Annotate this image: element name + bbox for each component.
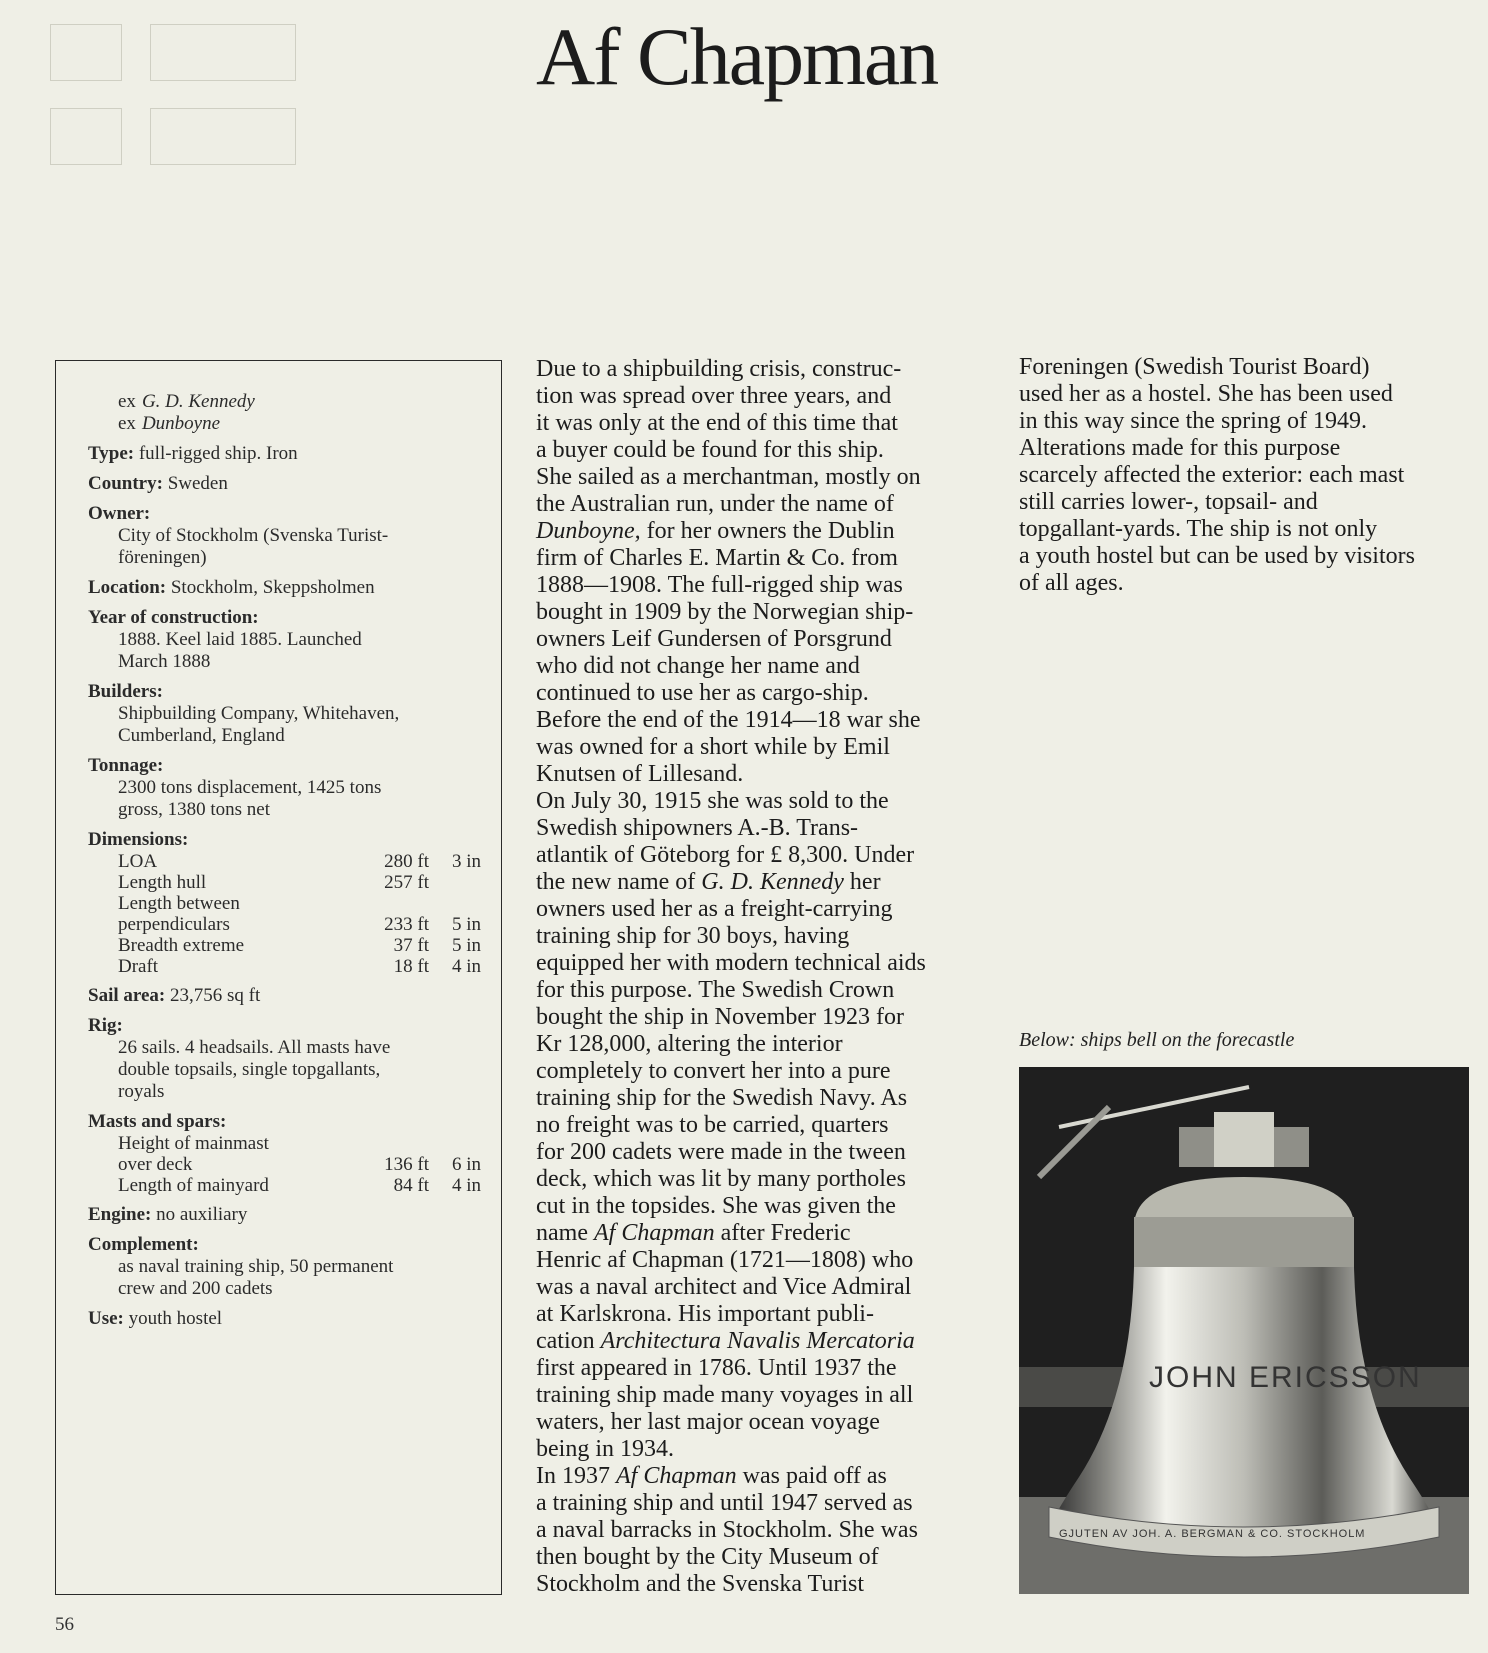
text-line: it was only at the end of this time that — [536, 410, 898, 436]
fact-owner: Owner: City of Stockholm (Svenska Turist- föreningen) — [88, 503, 389, 568]
text-line: completely to convert her into a pure — [536, 1058, 891, 1084]
text-line: training ship for the Swedish Navy. As — [536, 1085, 908, 1111]
corner-box — [50, 108, 122, 165]
text-line: Due to a shipbuilding crisis, construc- — [536, 356, 902, 382]
text-line: a training ship and until 1947 served as — [536, 1490, 913, 1516]
dimension-row: LOA 280 ft 3 in — [118, 851, 481, 872]
dimension-row: Breadth extreme 37 ft 5 in — [118, 935, 481, 956]
text-line: at Karlskrona. His important publi- — [536, 1301, 874, 1327]
text-line: Foreningen (Swedish Tourist Board) — [1019, 354, 1370, 380]
photo-caption: Below: ships bell on the forecastle — [1019, 1029, 1295, 1051]
text-line: Knutsen of Lillesand. — [536, 761, 744, 787]
text-line: atlantik of Göteborg for £ 8,300. Under — [536, 842, 915, 868]
fact-builders: Builders: Shipbuilding Company, Whitehaven, Cumberland, England — [88, 681, 400, 746]
text-line: scarcely affected the exterior: each mast — [1019, 462, 1405, 488]
fact-type: Type: full-rigged ship. Iron — [88, 443, 298, 464]
mast-row: Length of mainyard 84 ft 4 in — [118, 1175, 481, 1196]
fact-engine: Engine: no auxiliary — [88, 1204, 248, 1225]
text-line: no freight was to be carried, quarters — [536, 1112, 889, 1138]
text-line: name Af Chapman after Frederic — [536, 1220, 851, 1246]
article-column-1 — [536, 356, 986, 1598]
mast-row: over deck 136 ft 6 in — [118, 1154, 481, 1175]
corner-box — [50, 24, 122, 81]
text-line: training ship for 30 boys, having — [536, 923, 850, 949]
fact-sail-area: Sail area: 23,756 sq ft — [88, 985, 261, 1006]
text-line: Kr 128,000, altering the interior — [536, 1031, 843, 1057]
text-line: who did not change her name and — [536, 653, 860, 679]
text-line: waters, her last major ocean voyage — [536, 1409, 880, 1435]
ship-facts-box — [55, 360, 502, 1595]
text-line: owners used her as a freight-carrying — [536, 896, 893, 922]
fact-complement: Complement: as naval training ship, 50 permanent crew and 200 cadets — [88, 1234, 394, 1299]
former-name: ex G. D. Kennedy — [118, 391, 255, 412]
text-line: first appeared in 1786. Until 1937 the — [536, 1355, 897, 1381]
text-line: equipped her with modern technical aids — [536, 950, 926, 976]
text-line: used her as a hostel. She has been used — [1019, 381, 1393, 407]
text-line: cut in the topsides. She was given the — [536, 1193, 896, 1219]
fact-country: Country: Sweden — [88, 473, 228, 494]
former-name: ex Dunboyne — [118, 413, 221, 434]
mast-row: Height of mainmast — [118, 1133, 269, 1154]
corner-box — [150, 108, 296, 165]
text-line: in this way since the spring of 1949. — [1019, 408, 1367, 434]
text-line: a naval barracks in Stockholm. She was — [536, 1517, 918, 1543]
text-line: Stockholm and the Svenska Turist — [536, 1571, 865, 1597]
dimension-row: Length between — [118, 893, 240, 914]
bell-rim-inscription: GJUTEN AV JOH. A. BERGMAN & CO. STOCKHOLM — [1059, 1528, 1366, 1540]
text-line: tion was spread over three years, and — [536, 383, 892, 409]
dimension-row: Draft 18 ft 4 in — [118, 956, 481, 977]
corner-box — [150, 24, 296, 81]
text-line: training ship made many voyages in all — [536, 1382, 914, 1408]
page-title: Af Chapman — [536, 11, 938, 102]
fact-tonnage: Tonnage: 2300 tons displacement, 1425 tons gross, 1380 tons net — [88, 755, 382, 820]
text-line: still carries lower-, topsail- and — [1019, 489, 1318, 515]
text-line: firm of Charles E. Martin & Co. from — [536, 545, 898, 571]
fact-rig: Rig: 26 sails. 4 headsails. All masts have double topsails, single topgallants, royals — [88, 1015, 391, 1102]
text-line: Henric af Chapman (1721—1808) who — [536, 1247, 914, 1273]
text-line: On July 30, 1915 she was sold to the — [536, 788, 889, 814]
fact-use: Use: youth hostel — [88, 1308, 223, 1329]
text-line: was owned for a short while by Emil — [536, 734, 890, 760]
bell-inscription: JOHN ERICSSON — [1149, 1361, 1422, 1394]
text-line: She sailed as a merchantman, mostly on — [536, 464, 921, 490]
text-line: Swedish shipowners A.-B. Trans- — [536, 815, 859, 841]
text-line: of all ages. — [1019, 570, 1124, 596]
text-line: 1888—1908. The full-rigged ship was — [536, 572, 903, 598]
text-line: the new name of G. D. Kennedy her — [536, 869, 881, 895]
text-line: for this purpose. The Swedish Crown — [536, 977, 895, 1003]
text-line: topgallant-yards. The ship is not only — [1019, 516, 1378, 542]
page-number: 56 — [55, 1614, 74, 1635]
bell-yoke — [1214, 1112, 1274, 1167]
bell-ornament-band — [1134, 1217, 1354, 1267]
dimension-row: Length hull 257 ft — [118, 872, 429, 893]
text-line: continued to use her as cargo-ship. — [536, 680, 869, 706]
text-line: deck, which was lit by many portholes — [536, 1166, 906, 1192]
fact-location: Location: Stockholm, Skeppsholmen — [88, 577, 375, 598]
text-line: being in 1934. — [536, 1436, 674, 1462]
dimension-row: perpendiculars 233 ft 5 in — [118, 914, 481, 935]
text-line: Alterations made for this purpose — [1019, 435, 1341, 461]
text-line: cation Architectura Navalis Mercatoria — [536, 1328, 915, 1354]
ship-bell-photo — [1019, 1067, 1469, 1594]
text-line: In 1937 Af Chapman was paid off as — [536, 1463, 887, 1489]
text-line: owners Leif Gundersen of Porsgrund — [536, 626, 892, 652]
text-line: a buyer could be found for this ship. — [536, 437, 884, 463]
text-line: then bought by the City Museum of — [536, 1544, 879, 1570]
text-line: was a naval architect and Vice Admiral — [536, 1274, 912, 1300]
article-column-2 — [1019, 354, 1469, 597]
fact-masts: Masts and spars: Height of mainmast over deck 136 ft 6 in Length of mainyard 84 ft 4 in — [88, 1111, 481, 1196]
text-line: bought in 1909 by the Norwegian ship- — [536, 599, 914, 625]
text-line: Dunboyne, for her owners the Dublin — [536, 518, 895, 544]
text-line: Before the end of the 1914—18 war she — [536, 707, 921, 733]
text-line: a youth hostel but can be used by visitors — [1019, 543, 1415, 569]
fact-year: Year of construction: 1888. Keel laid 1885. Launched March 1888 — [88, 607, 362, 672]
text-line: the Australian run, under the name of — [536, 491, 894, 517]
text-line: bought the ship in November 1923 for — [536, 1004, 904, 1030]
text-line: for 200 cadets were made in the tween — [536, 1139, 906, 1165]
fact-dimensions: Dimensions: LOA 280 ft 3 in Length hull 257 ft Length between perpendiculars 233 ft 5 in Breadth extreme 37 ft 5 in Draft 18 ft 4 in — [88, 829, 481, 977]
